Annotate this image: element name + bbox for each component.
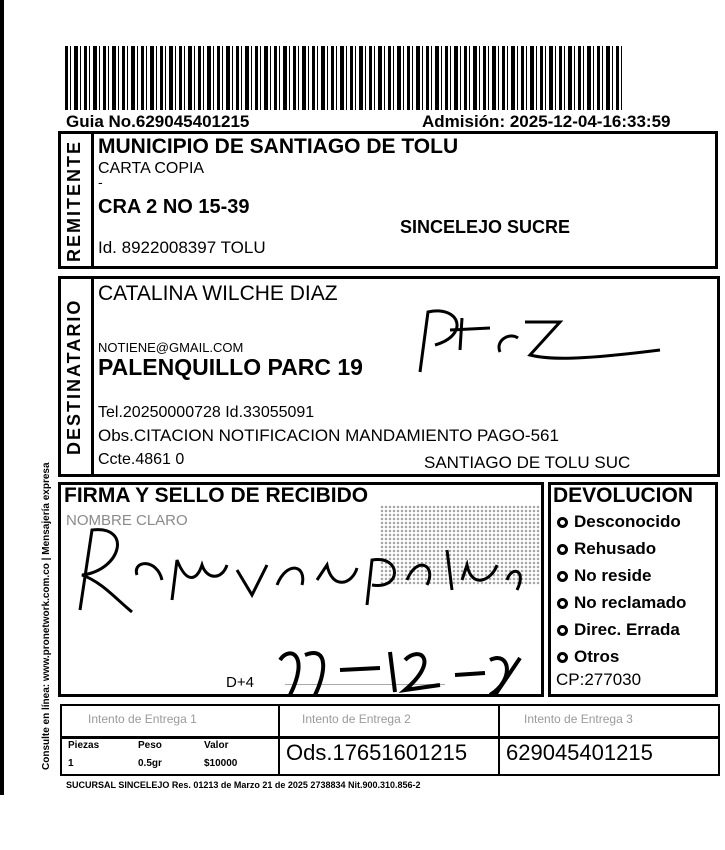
ods-number: Ods.17651601215 — [286, 740, 468, 765]
piezas-header: Piezas — [68, 740, 100, 751]
remitente-doc-type: CARTA COPIA — [98, 160, 205, 177]
radio-icon — [557, 652, 568, 663]
barcode — [65, 46, 625, 110]
destinatario-divider — [91, 276, 94, 477]
destinatario-city: SANTIAGO DE TOLU SUC — [424, 453, 631, 472]
intento-2: Intento de Entrega 2 — [302, 712, 411, 726]
radio-icon — [557, 517, 568, 528]
remitente-id: Id. 8922008397 TOLU — [98, 238, 266, 257]
recipient-signature — [400, 300, 680, 380]
piezas-value: 1 — [68, 758, 74, 769]
footer-note: SUCURSAL SINCELEJO Res. 01213 de Marzo 21 de 2025 2738834 Nit.900.310.856-2 — [66, 780, 421, 790]
peso-header: Peso — [138, 740, 162, 751]
remitente-divider — [91, 131, 94, 269]
recibido-title: FIRMA Y SELLO DE RECIBIDO — [64, 484, 369, 507]
remitente-city: SINCELEJO SUCRE — [400, 217, 571, 237]
postal-code: CP:277030 — [556, 670, 642, 689]
left-edge-mark — [0, 0, 4, 795]
radio-icon — [557, 571, 568, 582]
devolucion-option-no-reside[interactable]: No reside — [557, 566, 651, 586]
intento-1: Intento de Entrega 1 — [88, 712, 197, 726]
handwritten-date-text — [300, 650, 304, 651]
radio-icon — [557, 598, 568, 609]
devolucion-title: DEVOLUCION — [553, 484, 694, 507]
devolucion-option-direc-errada[interactable]: Direc. Errada — [557, 620, 680, 640]
remitente-dash: - — [98, 174, 103, 190]
devolucion-option-rehusado[interactable]: Rehusado — [557, 539, 656, 559]
guia-number-bottom: 629045401215 — [506, 740, 653, 765]
devolucion-option-desconocido[interactable]: Desconocido — [557, 512, 681, 532]
remitente-name: MUNICIPIO DE SANTIAGO DE TOLU — [98, 135, 459, 158]
valor-value: $10000 — [204, 758, 238, 769]
destinatario-name: CATALINA WILCHE DIAZ — [98, 282, 338, 305]
destinatario-label: DESTINATARIO — [64, 298, 84, 455]
destinatario-ccte: Ccte.4861 0 — [98, 451, 185, 468]
side-note: Consulte en línea: www.pronetwork.com.co | Mensajería expresa — [41, 462, 52, 770]
destinatario-email: NOTIENE@GMAIL.COM — [98, 340, 244, 355]
destinatario-obs: Obs.CITACION NOTIFICACION MANDAMIENTO PAGO-561 — [98, 426, 559, 445]
admision-timestamp: Admisión: 2025-12-04-16:33:59 — [422, 112, 671, 131]
valor-header: Valor — [204, 740, 229, 751]
devolucion-option-no-reclamado[interactable]: No reclamado — [557, 593, 686, 613]
receiver-signature — [62, 520, 532, 620]
nombre-claro-label: NOMBRE CLARO — [66, 512, 188, 529]
peso-value: 0.5gr — [138, 758, 162, 769]
radio-icon — [557, 544, 568, 555]
intento-3: Intento de Entrega 3 — [524, 712, 633, 726]
handwritten-date — [270, 640, 530, 700]
devolucion-option-otros[interactable]: Otros — [557, 647, 619, 667]
remitente-address: CRA 2 NO 15-39 — [98, 196, 250, 218]
remitente-label: REMITENTE — [64, 139, 84, 262]
d4-label: D+4 — [226, 674, 254, 691]
radio-icon — [557, 625, 568, 636]
destinatario-tel: Tel.20250000728 Id.33055091 — [98, 404, 315, 421]
guia-number: Guia No.629045401215 — [66, 112, 250, 131]
destinatario-address: PALENQUILLO PARC 19 — [98, 354, 363, 380]
